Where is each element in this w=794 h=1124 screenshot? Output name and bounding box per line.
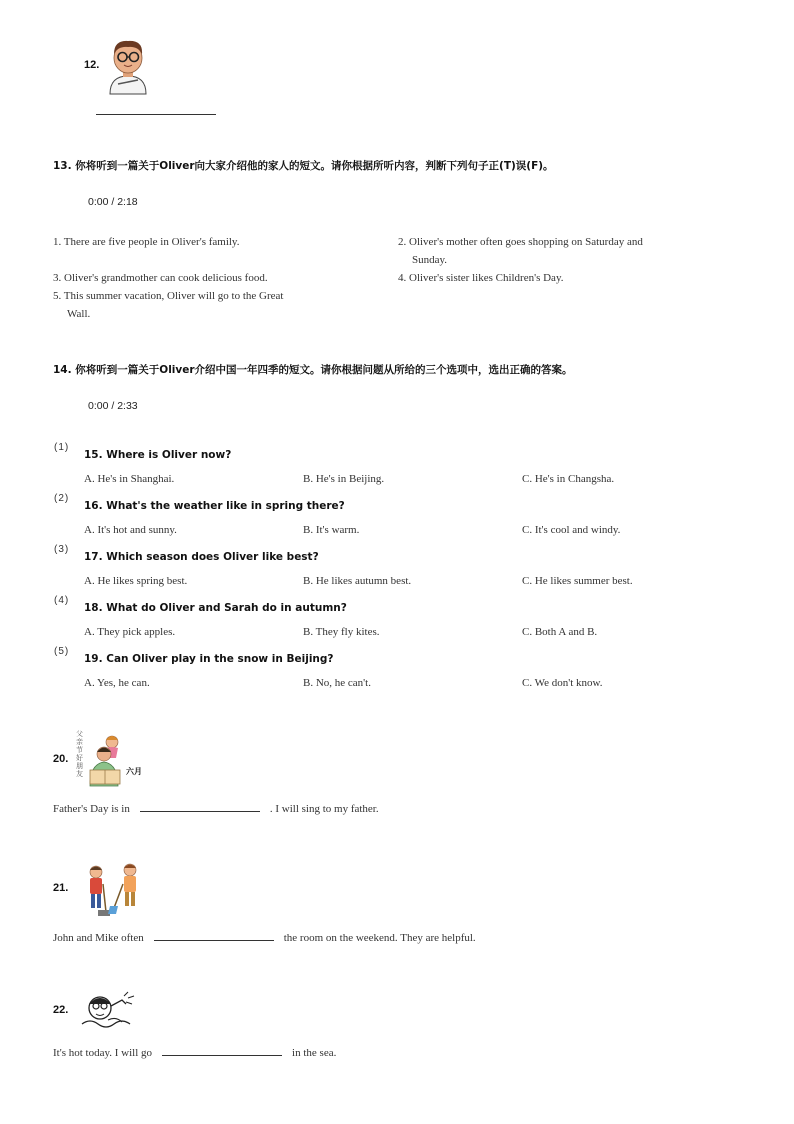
- statement-2-continued: Sunday.: [412, 254, 448, 266]
- statement-5: 5. This summer vacation, Oliver will go to the Great: [53, 290, 284, 302]
- answer-paren-5[interactable]: (5): [54, 646, 70, 657]
- question-22-text-after: in the sea.: [292, 1047, 337, 1059]
- audio-time-13: 0:00 / 2:18: [88, 196, 138, 208]
- question-number-22: 22.: [53, 1004, 69, 1016]
- boy-swimming-illustration: [78, 990, 144, 1032]
- question-21-text-before: John and Mike often: [53, 932, 144, 944]
- answer-blank-12[interactable]: [96, 114, 216, 115]
- option-19-a[interactable]: A. Yes, he can.: [84, 677, 150, 689]
- audio-time-14: 0:00 / 2:33: [88, 400, 138, 412]
- answer-blank-20[interactable]: [140, 801, 260, 812]
- question-21-sentence: [53, 930, 476, 944]
- option-17-a[interactable]: A. He likes spring best.: [84, 575, 188, 587]
- question-17-text: 17. Which season does Oliver like best?: [84, 551, 319, 563]
- answer-blank-22[interactable]: [162, 1045, 282, 1056]
- statement-2: 2. Oliver's mother often goes shopping on Saturday and: [398, 236, 643, 248]
- answer-paren-2[interactable]: (2): [54, 493, 70, 504]
- boy-with-glasses-illustration: [104, 36, 152, 96]
- question-22-text-before: It's hot today. I will go: [53, 1047, 153, 1059]
- question-16-text: 16. What's the weather like in spring there?: [84, 500, 345, 512]
- father-reading-with-child-illustration: [86, 730, 130, 788]
- question-20-text-before: Father's Day is in: [53, 803, 130, 815]
- question-19-text: 19. Can Oliver play in the snow in Beijing?: [84, 653, 334, 665]
- question-20-sentence: [53, 801, 379, 815]
- question-number-14: 14.: [53, 364, 72, 376]
- question-number-12: 12.: [84, 59, 100, 71]
- question-22-sentence: [53, 1045, 336, 1059]
- option-15-b[interactable]: B. He's in Beijing.: [303, 473, 385, 485]
- question-number-20: 20.: [53, 753, 69, 765]
- boys-cleaning-illustration: [80, 862, 148, 918]
- question-13-heading: [53, 158, 554, 173]
- option-17-c[interactable]: C. He likes summer best.: [522, 575, 633, 587]
- question-20-text-after: . I will sing to my father.: [269, 803, 379, 815]
- statement-4: 4. Oliver's sister likes Children's Day.: [398, 272, 564, 284]
- june-caption: 六月: [126, 767, 142, 776]
- statement-3: 3. Oliver's grandmother can cook delicious food.: [53, 272, 268, 284]
- option-16-c[interactable]: C. It's cool and windy.: [522, 524, 621, 536]
- answer-paren-3[interactable]: (3): [54, 544, 70, 555]
- option-16-a[interactable]: A. It's hot and sunny.: [84, 524, 177, 536]
- option-16-b[interactable]: B. It's warm.: [303, 524, 360, 536]
- option-17-b[interactable]: B. He likes autumn best.: [303, 575, 412, 587]
- answer-blank-21[interactable]: [154, 930, 274, 941]
- statement-1: 1. There are five people in Oliver's family.: [53, 236, 240, 248]
- fathers-day-side-text: 父亲节好朋友: [76, 730, 83, 778]
- statement-5-continued: Wall.: [67, 308, 91, 320]
- option-19-b[interactable]: B. No, he can't.: [303, 677, 371, 689]
- question-number-13: 13.: [53, 160, 72, 172]
- option-15-c[interactable]: C. He's in Changsha.: [522, 473, 615, 485]
- question-13-instruction: 你将听到一篇关于Oliver向大家介绍他的家人的短文。请你根据所听内容，判断下列句子正(T)误(F)。: [75, 160, 554, 172]
- option-18-b[interactable]: B. They fly kites.: [303, 626, 380, 638]
- question-number-21: 21.: [53, 882, 69, 894]
- answer-paren-4[interactable]: (4): [54, 595, 70, 606]
- audio-player-14[interactable]: [88, 400, 138, 412]
- audio-player-13[interactable]: [88, 196, 138, 208]
- question-18-text: 18. What do Oliver and Sarah do in autumn?: [84, 602, 347, 614]
- question-15-text: 15. Where is Oliver now?: [84, 449, 232, 461]
- option-18-a[interactable]: A. They pick apples.: [84, 626, 176, 638]
- question-14-heading: [53, 362, 573, 377]
- question-14-instruction: 你将听到一篇关于Oliver介绍中国一年四季的短文。请你根据问题从所给的三个选项中，选出正确的答案。: [75, 364, 573, 376]
- option-15-a[interactable]: A. He's in Shanghai.: [84, 473, 175, 485]
- option-19-c[interactable]: C. We don't know.: [522, 677, 603, 689]
- option-18-c[interactable]: C. Both A and B.: [522, 626, 598, 638]
- question-21-text-after: the room on the weekend. They are helpful.: [283, 932, 476, 944]
- answer-paren-1[interactable]: (1): [54, 442, 70, 453]
